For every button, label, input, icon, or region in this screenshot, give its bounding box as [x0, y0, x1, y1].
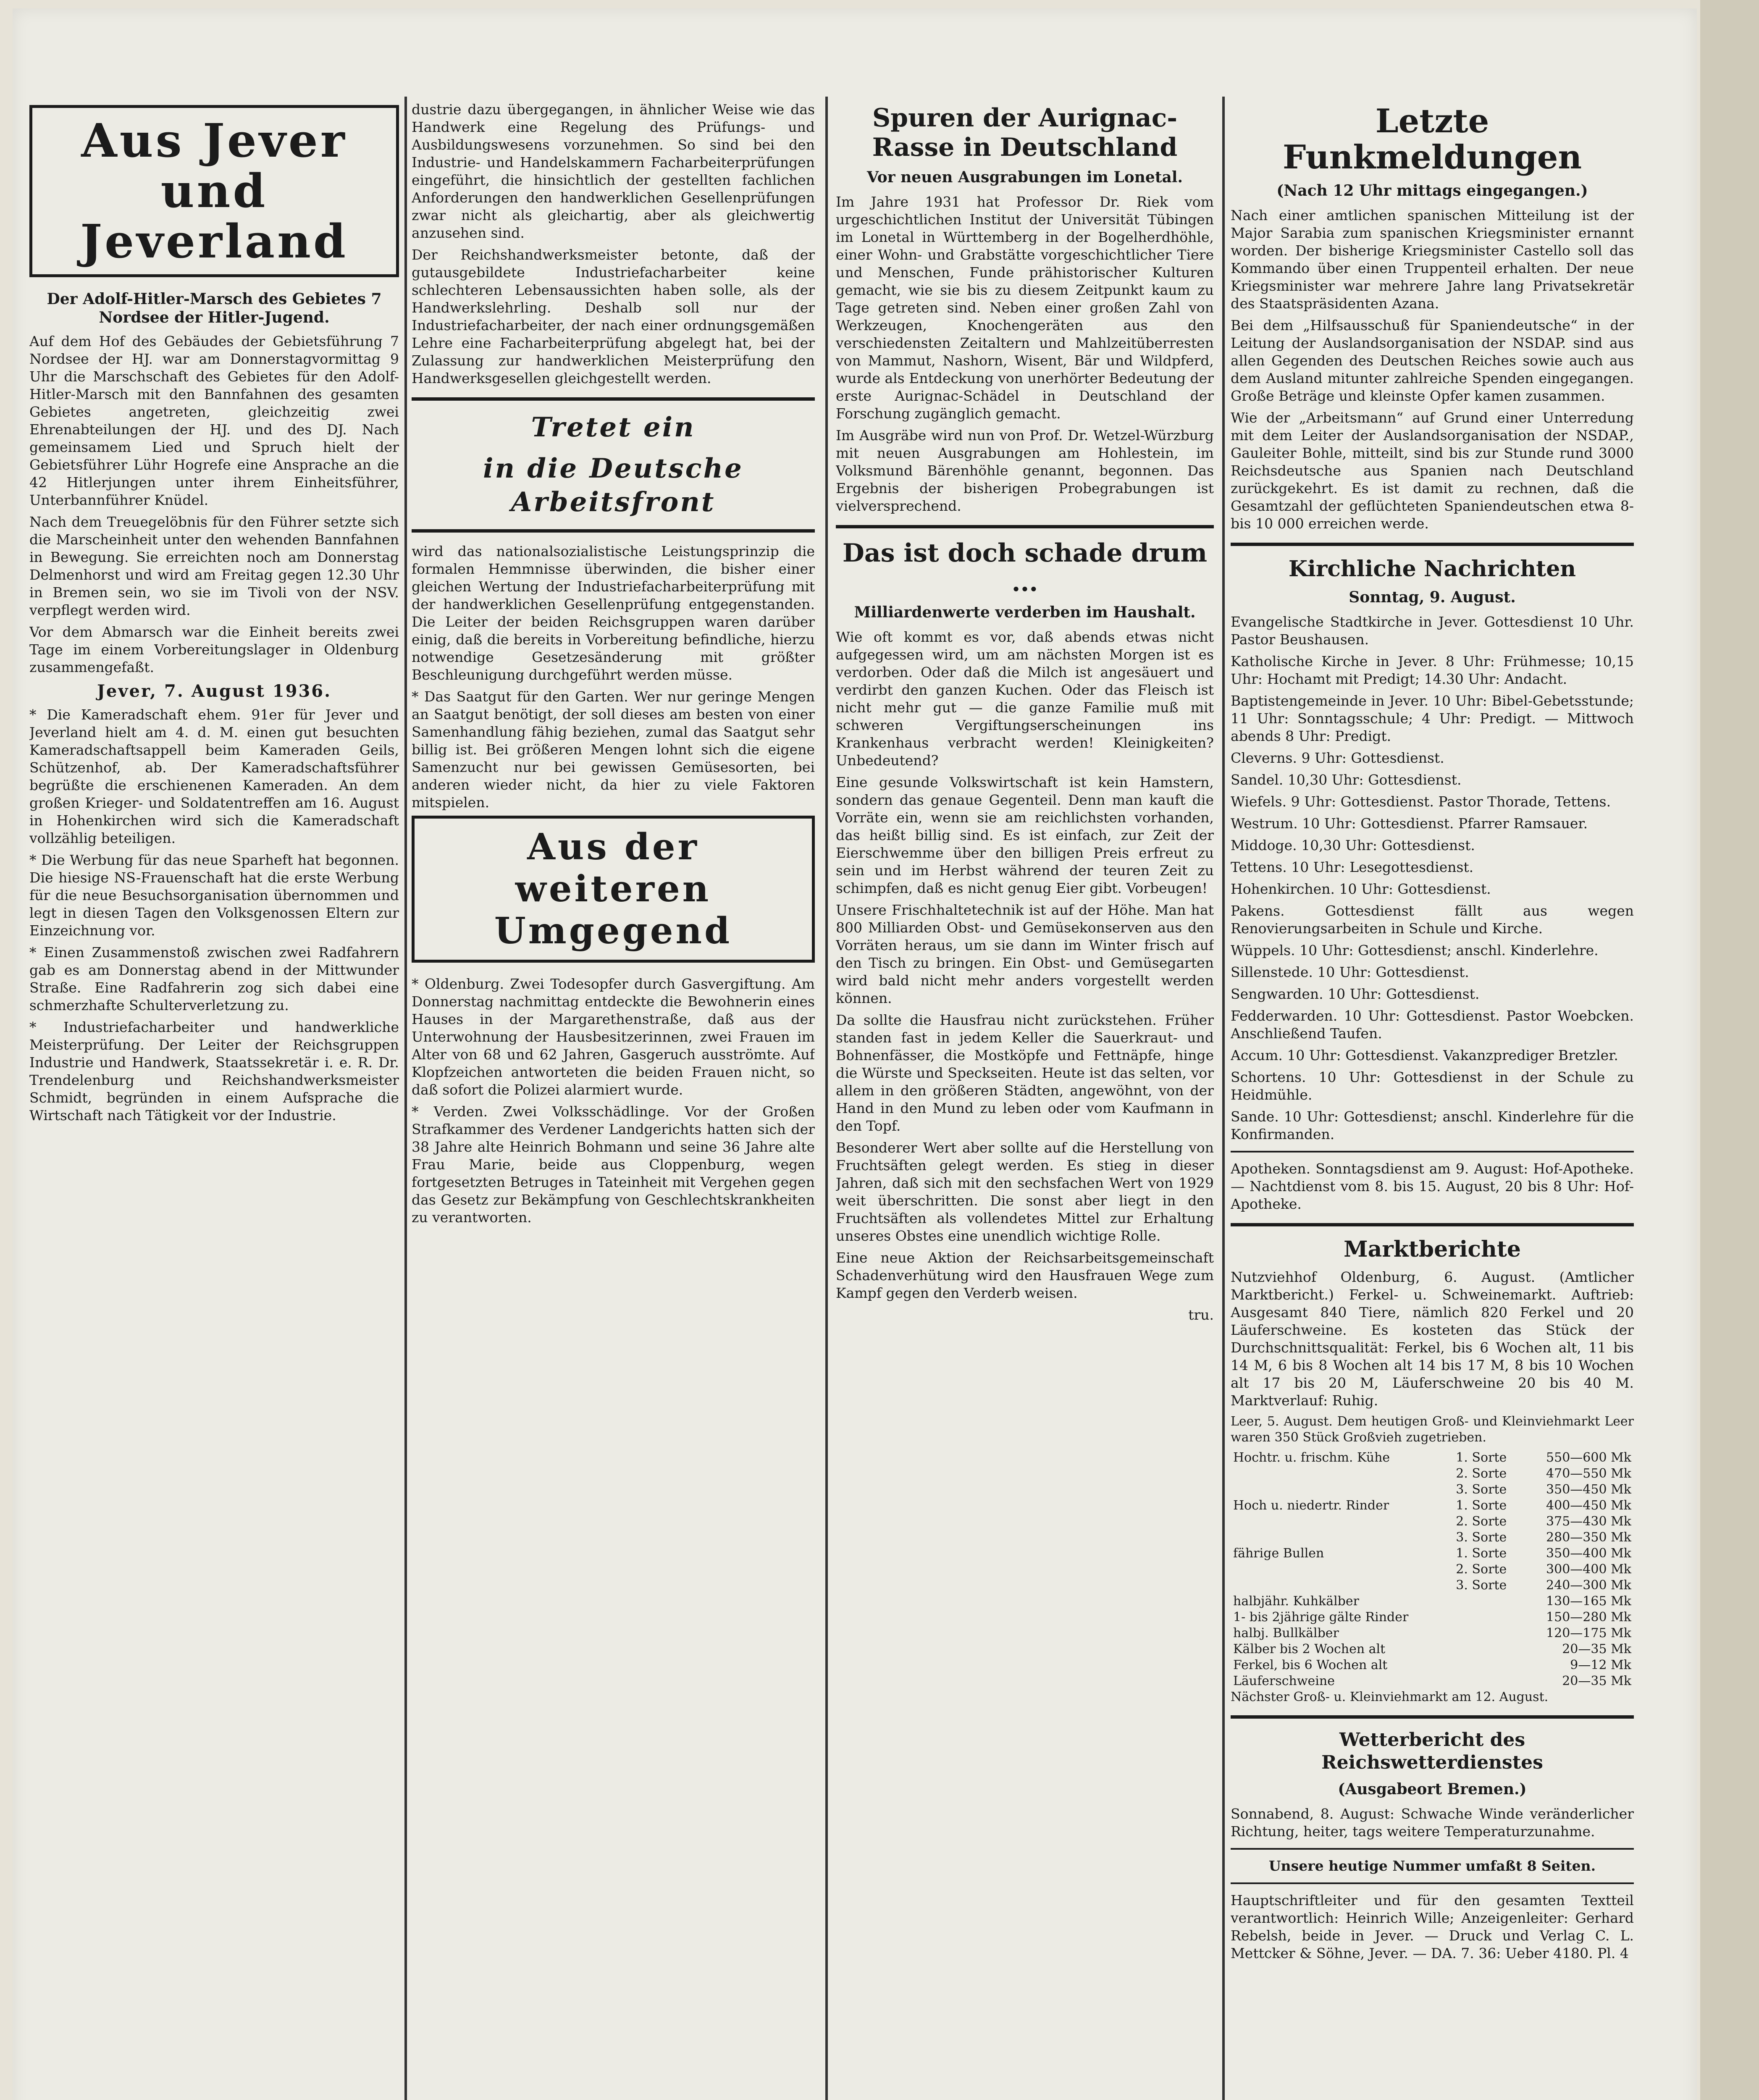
table-row	[1231, 1578, 1634, 1593]
church-entry: Schortens. 10 Uhr: Gottesdienst in der Schule zu Heidmühle.	[1231, 1069, 1634, 1103]
article-paragraph: Nach einer amtlichen spanischen Mitteilung ist der Major Sarabia zum spanischen Kriegsminister ernannt worden. Der bisherige Kriegsminister Castello soll das Kommando über einen Truppenteil erhalten. Der neue Kriegsminister war mehrere Jahre lang Privatsekretär des Staatspräsidenten Azana.	[1231, 207, 1634, 312]
article-title: Das ist doch schade drum ...	[842, 538, 1208, 597]
table-cell: 3. Sorte	[1456, 1482, 1507, 1497]
column-divider	[404, 97, 407, 2100]
article-subtitle: Sonntag, 9. August.	[1349, 588, 1516, 606]
article-paragraph: Eine gesunde Volkswirtschaft ist kein Hamstern, sondern das genaue Gegenteil. Denn man kauft die Vorräte ein, wenn sie am reichlichsten vorhanden, das heißt billig sind. Es ist einfach, zur Zeit der Eierschwemme über den billigen Preis erfreut zu sein und im Herbst während der teuren Zeit zu schimpfen, daß es nicht genug Eier gibt. Vorbeugen!	[836, 774, 1214, 896]
table-cell: 120—175 Mk	[1546, 1626, 1631, 1641]
article-subtitle: (Ausgabeort Bremen.)	[1338, 1780, 1527, 1798]
article-title: Spuren der Aurignac-Rasse in Deutschland	[872, 103, 1178, 162]
table-cell: 1. Sorte	[1456, 1546, 1507, 1561]
article-paragraph: * Die Werbung für das neue Sparheft hat begonnen. Die hiesige NS-Frauenschaft hat die erste Werbung für die neue Besuchsorganisation übernommen und legt in diesen Tagen den Volksgenossen Eltern zur Einzeichnung vor.	[29, 852, 399, 939]
article-paragraph: Im Jahre 1931 hat Professor Dr. Riek vom urgeschichtlichen Institut der Universität Tübingen im Lonetal in Württemberg in der Bogelherdhöhle, einer Wohn- und Grabstätte vorgeschichtlicher Tiere und Menschen, Funde prähistorischer Kulturen gemacht, wie sie bis zu diesem Zeitpunkt kaum zu Tage getreten sind. Neben einer großen Zahl von Werkzeugen, Knochengeräten aus den verschiedensten Zeitaltern und Mahlzeitüberresten von Mammut, Nashorn, Wisent, Bär und Wildpferd, wurde als Entdeckung von unerhörter Bedeutung der erste Aurignac-Schädel in Deutschland der Forschung zugänglich gemacht.	[836, 194, 1214, 422]
divider	[1231, 1715, 1634, 1719]
table-cell: halbj. Bullkälber	[1233, 1626, 1339, 1641]
church-entry: Fedderwarden. 10 Uhr: Gottesdienst. Pastor Woebcken. Anschließend Taufen.	[1231, 1008, 1634, 1042]
slogan-line-2: in die Deutsche Arbeitsfront	[483, 453, 743, 518]
column-divider	[1222, 97, 1225, 2100]
table-cell: 150—280 Mk	[1546, 1610, 1631, 1625]
article-paragraph: Sonnabend, 8. August: Schwache Winde veränderlicher Richtung, heiter, tags weitere Temperaturzunahme.	[1231, 1806, 1634, 1840]
column-divider	[825, 97, 828, 2100]
article-paragraph: Unsere Frischhaltetechnik ist auf der Höhe. Man hat 800 Milliarden Obst- und Gemüsekonserven aus den Vorräten heraus, um sie dann im Winter frisch auf den Tisch zu bringen. Ein Obst- und Gemüsegarten wird bald nicht mehr anders vorgestellt werden können.	[836, 902, 1214, 1006]
church-entry: Hohenkirchen. 10 Uhr: Gottesdienst.	[1231, 881, 1491, 897]
article-paragraph: Im Ausgräbe wird nun von Prof. Dr. Wetzel-Würzburg mit neuen Ausgrabungen am Hohlestein, im Volksmund Bärenhöhle genannt, begonnen. Das Ergebnis der bisherigen Probegrabungen ist vielversprechend.	[836, 427, 1214, 514]
article-paragraph: Vor dem Abmarsch war die Einheit bereits zwei Tage im einem Vorbereitungslager in Oldenburg zusammengefaßt.	[29, 624, 399, 675]
article-paragraph: Da sollte die Hausfrau nicht zurückstehen. Früher standen fast in jedem Keller die Sauerkraut- und Bohnenfässer, die Mostköpfe und Fettnäpfe, hinge die Würste und Speckseiten. Heute ist das selten, vor allem in den größeren Städten, angewöhnt, von der Hand in den Mund zu leben oder vom Kaufmann in den Topf.	[836, 1012, 1214, 1134]
article-paragraph: Wie oft kommt es vor, daß abends etwas nicht aufgegessen wird, um am nächsten Morgen ist es verdorben. Oder daß die Milch ist angesäuert und verdirbt den ganzen Kuchen. Oder das Fleisch ist nicht mehr gut — die ganze Familie muß mit schweren Vergiftungserscheinungen ins Krankenhaus verbracht werden! Kleinigkeiten? Unbedeutend?	[836, 629, 1214, 769]
church-entry: Westrum. 10 Uhr: Gottesdienst. Pfarrer Ramsauer.	[1231, 815, 1588, 832]
table-row	[1231, 1498, 1634, 1514]
table-cell: 20—35 Mk	[1562, 1674, 1631, 1688]
section-title: Aus Jever und Jeverland	[80, 113, 348, 268]
divider	[1231, 1882, 1634, 1884]
table-cell: 9—12 Mk	[1570, 1658, 1631, 1672]
article-paragraph: Besonderer Wert aber sollte auf die Herstellung von Fruchtsäften gelegt werden. Es stieg in dieser Jahren, daß sich mit den sechsfachen Wert von 1929 weit überschritten. Die sonst aber liegt in den Fruchtsäften als vollendetes Mittel zur Erhaltung unseres Obstes eine unendlich wichtige Rolle.	[836, 1139, 1214, 1244]
table-cell: 1. Sorte	[1456, 1450, 1507, 1465]
table-cell	[1231, 1482, 1453, 1498]
church-entry: Evangelische Stadtkirche in Jever. Gottesdienst 10 Uhr. Pastor Beushausen.	[1231, 614, 1634, 648]
table-cell: Hoch u. niedertr. Rinder	[1233, 1498, 1389, 1513]
column-4	[1231, 101, 1634, 1966]
table-cell: 350—450 Mk	[1546, 1482, 1631, 1497]
table-row	[1231, 1466, 1634, 1482]
church-entry: Cleverns. 9 Uhr: Gottesdienst.	[1231, 750, 1444, 766]
section-title-box	[29, 105, 399, 277]
table-row	[1231, 1641, 1634, 1657]
table-row	[1231, 1530, 1634, 1546]
divider	[1231, 1151, 1634, 1152]
table-cell: 300—400 Mk	[1546, 1562, 1631, 1577]
table-cell: 130—165 Mk	[1546, 1594, 1631, 1609]
table-cell	[1231, 1562, 1453, 1578]
dateline: Jever, 7. August 1936.	[97, 681, 332, 701]
table-cell: 1. Sorte	[1456, 1498, 1507, 1513]
article-paragraph: * Verden. Zwei Volksschädlinge. Vor der Großen Strafkammer des Verdener Landgerichts hatten sich der 38 Jahre alte Heinrich Bohmann und seine 36 Jahre alte Frau Marie, beide aus Cloppenburg, wegen fortgesetzten Betruges in Tateinheit mit Vergehen gegen das Gesetz zur Bekämpfung von Geschlechtskrankheiten zu verantworten.	[412, 1103, 815, 1226]
article-paragraph: Bei dem „Hilfsausschuß für Spaniendeutsche“ in der Leitung der Auslandsorganisation der NSDAP. sind aus allen Gegenden des Deutschen Reiches sowie auch aus dem Ausland mitunter zahlreiche Spenden eingegangen. Große Beträge und kleinste Opfer kamen zusammen.	[1231, 317, 1634, 404]
section-title: Aus der weiteren Umgegend	[494, 826, 732, 952]
divider	[1231, 1223, 1634, 1226]
church-entry: Sillenstede. 10 Uhr: Gottesdienst.	[1231, 964, 1469, 980]
church-entry: Tettens. 10 Uhr: Lesegottesdienst.	[1231, 859, 1474, 875]
market-price-table	[1231, 1450, 1634, 1689]
issue-notice: Unsere heutige Nummer umfaßt 8 Seiten.	[1268, 1858, 1596, 1874]
table-cell: 2. Sorte	[1456, 1562, 1507, 1577]
table-row	[1231, 1514, 1634, 1530]
table-cell: fährige Bullen	[1233, 1546, 1324, 1561]
article-paragraph: * Oldenburg. Zwei Todesopfer durch Gasvergiftung. Am Donnerstag nachmittag entdeckte die Bewohnerin eines Hauses in der Margarethenstraße, daß aus der Unterwohnung der Hausbesitzerinnen, zwei Frauen im Alter von 68 und 62 Jahren, Gasgeruch ausströmte. Auf Klopfzeichen antworteten die beiden Frauen nicht, so daß sofort die Polizei alarmiert wurde.	[412, 976, 815, 1098]
table-cell	[1453, 1625, 1522, 1641]
article-paragraph: wird das nationalsozialistische Leistungsprinzip die formalen Hemmnisse überwinden, die bisher einer gleichen Wertung der Industriefacharbeiterprüfung mit der handwerklichen Gesellenprüfung entgegenstanden. Die Leiter der beiden Reichsgruppen waren darüber einig, daß die bereits in Vorbereitung befindliche, hierzu notwendige Gesetzesänderung mit größter Beschleunigung durchgeführt werden müsse.	[412, 543, 815, 683]
article-paragraph: * Industriefacharbeiter und handwerkliche Meisterprüfung. Der Leiter der Reichsgruppen Industrie und Handwerk, Staatssekretär i. e. R. Dr. Trendelenburg und Reichshandwerksmeister Schmidt, begründen in einem Aufsprache die Wirtschaft nach Tätigkeit vor der Industrie.	[29, 1019, 399, 1124]
section-title-box	[412, 816, 815, 963]
article-paragraph: Nach dem Treuegelöbnis für den Führer setzte sich die Marscheinheit unter den wehenden Bannfahnen in Bewegung. Sie erreichten noch am Donnerstag Delmenhorst und wird am Freitag gegen 12.30 Uhr in Bremen sein, wo sie im Tivoli von der NSV. verpflegt werden wird.	[29, 514, 399, 618]
divider	[1231, 1848, 1634, 1850]
church-entry: Pakens. Gottesdienst fällt aus wegen Renovierungsarbeiten in Schule und Kirche.	[1231, 903, 1634, 937]
article-paragraph: * Das Saatgut für den Garten. Wer nur geringe Mengen an Saatgut benötigt, der soll dieses am besten von einer Samenhandlung fähig beziehen, zumal das Saatgut sehr billig ist. Bei größeren Mengen lohnt sich die eigene Samenzucht nur bei gewissen Gemüsesorten, bei anderen wieder nicht, da hier zu viele Faktoren mitspielen.	[412, 688, 815, 811]
church-list	[1231, 613, 1634, 1143]
church-entry: Sengwarden. 10 Uhr: Gottesdienst.	[1231, 986, 1480, 1002]
article-signoff: tru.	[1188, 1307, 1214, 1323]
table-cell: 2. Sorte	[1456, 1466, 1507, 1481]
church-entry: Wiefels. 9 Uhr: Gottesdienst. Pastor Thorade, Tettens.	[1231, 793, 1611, 810]
article-title: Kirchliche Nachrichten	[1288, 556, 1576, 582]
column-3	[836, 101, 1214, 1328]
church-entry: Baptistengemeinde in Jever. 10 Uhr: Bibel-Gebetsstunde; 11 Uhr: Sonntagsschule; 4 Uhr: Predigt. — Mittwoch abends 8 Uhr: Predigt.	[1231, 693, 1634, 744]
article-paragraph: * Einen Zusammenstoß zwischen zwei Radfahrern gab es am Donnerstag abend in der Mittwunder Straße. Eine Radfahrerin zog sich dabei eine schmerzhafte Schulterverletzung zu.	[29, 944, 399, 1013]
article-title: Marktberichte	[1344, 1236, 1521, 1262]
table-cell	[1453, 1673, 1522, 1689]
table-cell	[1453, 1593, 1522, 1609]
table-cell: 550—600 Mk	[1546, 1450, 1631, 1465]
table-cell: 280—350 Mk	[1546, 1530, 1631, 1545]
table-cell: 240—300 Mk	[1546, 1578, 1631, 1593]
divider	[836, 525, 1214, 528]
table-row	[1231, 1482, 1634, 1498]
table-cell: 2. Sorte	[1456, 1514, 1507, 1529]
table-cell: Läuferschweine	[1233, 1674, 1335, 1688]
table-row	[1231, 1546, 1634, 1562]
table-row	[1231, 1673, 1634, 1689]
table-cell: 20—35 Mk	[1562, 1642, 1631, 1656]
table-cell: 375—430 Mk	[1546, 1514, 1631, 1529]
table-row	[1231, 1657, 1634, 1673]
table-row	[1231, 1625, 1634, 1641]
church-entry: Wüppels. 10 Uhr: Gottesdienst; anschl. Kinderlehre.	[1231, 942, 1599, 958]
slogan-line-1: Tretet ein	[531, 412, 696, 443]
pharmacy-notice: Apotheken. Sonntagsdienst am 9. August: Hof-Apotheke. — Nachtdienst vom 8. bis 15. August, 20 bis 8 Uhr: Hof-Apotheke.	[1231, 1160, 1634, 1212]
article-paragraph: Der Reichshandwerksmeister betonte, daß der gutausgebildete Industriefacharbeiter keine schlechteren Lebensaussichten haben solle, als der Handwerkslehrling. Deshalb soll nur der Industriefacharbeiter, der nach einer ordnungsgemäßen Lehre eine Facharbeiterprüfung abgelegt hat, bei der Zulassung zur handwerklichen Meisterprüfung den Handwerksgesellen gleichgestellt werden.	[412, 247, 815, 386]
table-cell	[1453, 1657, 1522, 1673]
article-headline: Der Adolf-Hitler-Marsch des Gebietes 7 Nordsee der Hitler-Jugend.	[47, 290, 382, 326]
table-cell: 470—550 Mk	[1546, 1466, 1631, 1481]
table-cell: 350—400 Mk	[1546, 1546, 1631, 1561]
table-cell: Hochtr. u. frischm. Kühe	[1233, 1450, 1390, 1465]
church-entry: Katholische Kirche in Jever. 8 Uhr: Frühmesse; 10,15 Uhr: Hochamt mit Predigt; 14.30 Uhr: Andacht.	[1231, 653, 1634, 687]
divider	[412, 529, 815, 533]
table-cell: halbjähr. Kuhkälber	[1233, 1594, 1359, 1609]
article-title: Wetterbericht des Reichswetterdienstes	[1321, 1729, 1543, 1773]
divider	[412, 397, 815, 401]
article-subtitle: (Nach 12 Uhr mittags eingegangen.)	[1276, 182, 1588, 200]
church-entry: Sande. 10 Uhr: Gottesdienst; anschl. Kinderlehre für die Konfirmanden.	[1231, 1108, 1634, 1142]
table-cell	[1231, 1514, 1453, 1530]
table-row	[1231, 1609, 1634, 1625]
table-cell: Ferkel, bis 6 Wochen alt	[1233, 1658, 1388, 1672]
article-paragraph: * Die Kameradschaft ehem. 91er für Jever und Jeverland hielt am 4. d. M. einen gut besuchten Kameradschaftsappell beim Kameraden Geils, Schützenhof, ab. Der Kameradschaftsführer begrüßte die erschienenen Kameraden. An dem großen Krieger- und Soldatentreffen am 16. August in Hohenkirchen wird sich die Kameradschaft vollzählig beteiligen.	[29, 706, 399, 846]
table-cell	[1453, 1641, 1522, 1657]
imprint: Hauptschriftleiter und für den gesamten Textteil verantwortlich: Heinrich Wille; Anzeigenleiter: Gerhard Rebelsh, beide in Jever. — Druck und Verlag C. L. Mettcker & Söhne, Jever. — DA. 7. 36: Ueber 4180. Pl. 4	[1231, 1892, 1634, 1961]
table-cell	[1231, 1466, 1453, 1482]
market-next-date: Nächster Groß- u. Kleinviehmarkt am 12. August.	[1231, 1690, 1549, 1704]
article-paragraph: Leer, 5. August. Dem heutigen Groß- und Kleinviehmarkt Leer waren 350 Stück Großvieh zugetrieben.	[1231, 1414, 1634, 1445]
table-cell: 1- bis 2jährige gälte Rinder	[1233, 1610, 1409, 1625]
church-entry: Sandel. 10,30 Uhr: Gottesdienst.	[1231, 772, 1462, 788]
church-entry: Accum. 10 Uhr: Gottesdienst. Vakanzprediger Bretzler.	[1231, 1047, 1618, 1063]
column-1	[29, 101, 399, 1129]
table-cell: 3. Sorte	[1456, 1578, 1507, 1593]
table-row	[1231, 1450, 1634, 1466]
article-paragraph: dustrie dazu übergegangen, in ähnlicher Weise wie das Handwerk eine Regelung des Prüfungs- und Ausbildungswesens vorzunehmen. So sind bei den Industrie- und Handelskammern Facharbeiterprüfungen eingeführt, die hinsichtlich der gestellten fachlichen Anforderungen den handwerklichen Gesellenprüfungen zwar nicht als gleichartig, aber als gleichwertig anzusehen sind.	[412, 101, 815, 241]
table-row	[1231, 1593, 1634, 1609]
article-paragraph: Nutzviehhof Oldenburg, 6. August. (Amtlicher Marktbericht.) Ferkel- u. Schweinemarkt. Auftrieb: Ausgesamt 840 Tiere, nämlich 820 Ferkel und 20 Läuferschweine. Es kosteten das Stück der Durchschnittsqualität: Ferkel, bis 6 Wochen alt, 11 bis 14 M, 6 bis 8 Wochen alt 14 bis 17 M, 8 bis 10 Wochen alt 17 bis 20 M, Läuferschweine 20 bis 40 M. Marktverlauf: Ruhig.	[1231, 1269, 1634, 1409]
table-cell	[1231, 1578, 1453, 1593]
article-subtitle: Vor neuen Ausgrabungen im Lonetal.	[866, 168, 1183, 186]
table-row	[1231, 1562, 1634, 1578]
divider	[1231, 543, 1634, 546]
article-title: Letzte Funkmeldungen	[1282, 102, 1582, 176]
article-subtitle: Milliardenwerte verderben im Haushalt.	[854, 604, 1196, 621]
table-cell: 3. Sorte	[1456, 1530, 1507, 1545]
article-paragraph: Eine neue Aktion der Reichsarbeitsgemeinschaft Schadenverhütung wird den Hausfrauen Wege zum Kampf gegen den Verderb weisen.	[836, 1250, 1214, 1301]
article-paragraph: Wie der „Arbeitsmann“ auf Grund einer Unterredung mit dem Leiter der Auslandsorganisation der NSDAP., Gauleiter Bohle, mitteilt, sind bis zur Stunde rund 3000 Reichsdeutsche aus Spanien nach Deutschland zurückgekehrt. Es ist damit zu rechnen, daß die Gesamtzahl der geflüchteten Spaniendeutschen etwa 8- bis 10 000 erreichen werde.	[1231, 410, 1634, 532]
article-paragraph: Auf dem Hof des Gebäudes der Gebietsführung 7 Nordsee der HJ. war am Donnerstagvormittag 9 Uhr die Marschschaft des Gebietes für den Adolf-Hitler-Marsch mit den Bannfahnen des gesamten Gebietes angetreten, gleichzeitig zwei Ehrenabteilungen der HJ. und des DJ. Nach gemeinsamem Lied und Spruch hielt der Gebietsführer Lühr Hogrefe eine Ansprache an die 42 Hitlerjungen unter ihrem Einheitsführer, Unterbannführer Knüdel.	[29, 333, 399, 508]
church-entry: Middoge. 10,30 Uhr: Gottesdienst.	[1231, 837, 1475, 853]
table-cell	[1231, 1530, 1453, 1546]
table-cell	[1453, 1609, 1522, 1625]
column-2	[412, 101, 815, 1231]
table-cell: 400—450 Mk	[1546, 1498, 1631, 1513]
page-edge	[1700, 0, 1759, 2100]
table-cell: Kälber bis 2 Wochen alt	[1233, 1642, 1386, 1656]
